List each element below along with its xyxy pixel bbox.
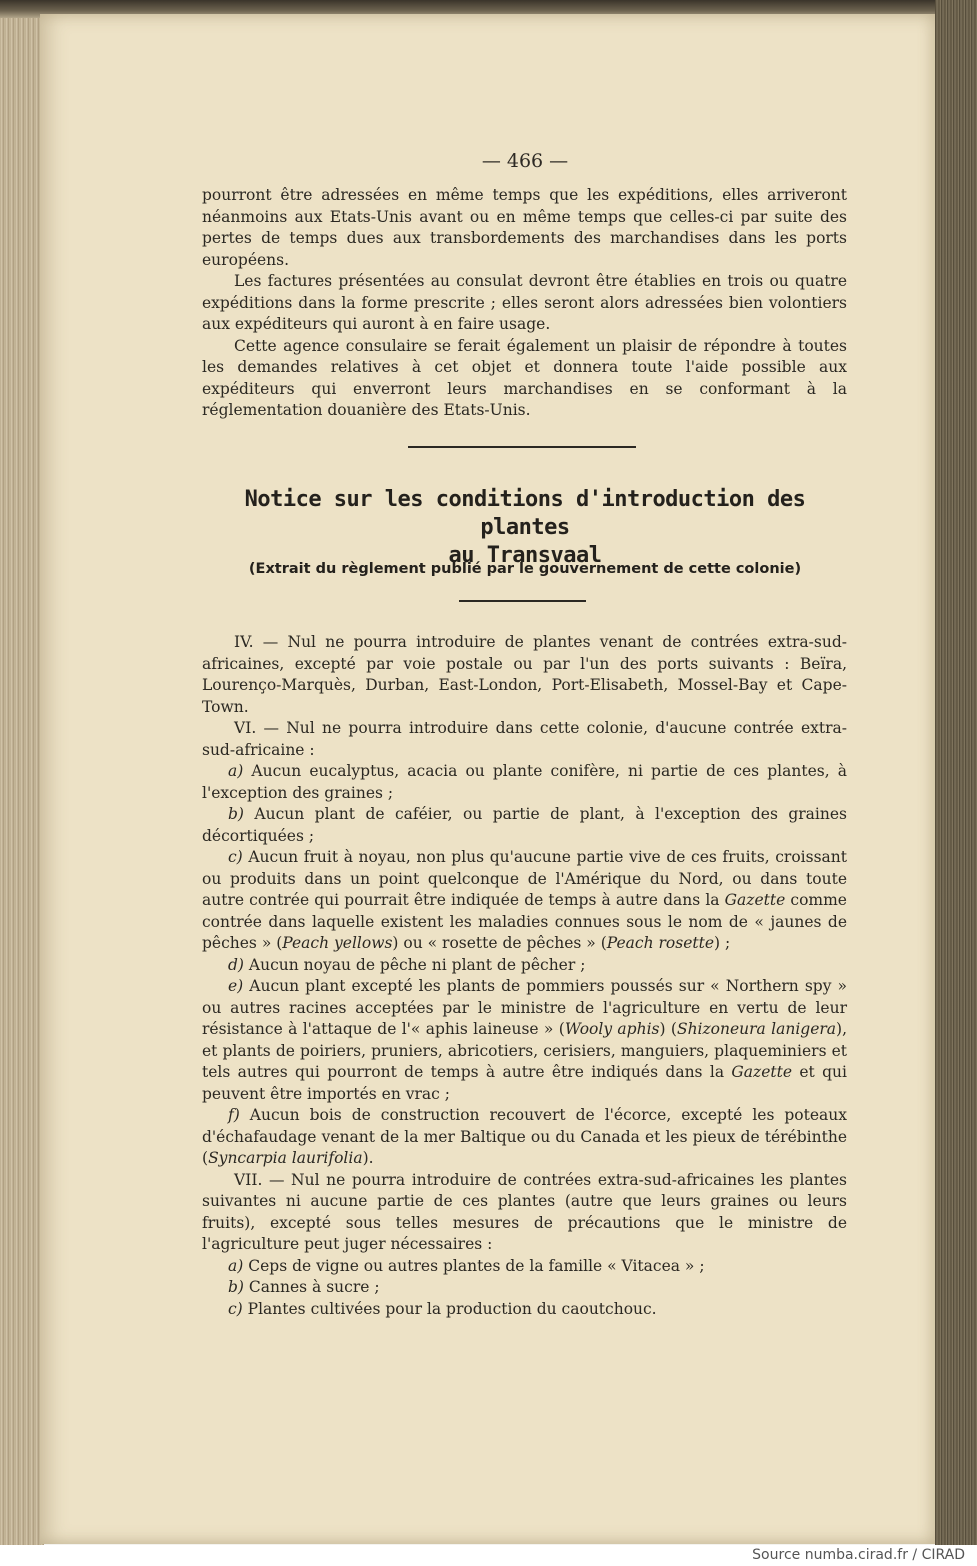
article-iv: IV. — Nul ne pourra introduire de plantes venant de contrées extra-sud-africaines, excepté par voie postale ou par l'un des ports suivants : Beïra, Lourenço-Marquès, Durban, East-London, Port-Elisabeth, Mossel-Bay et Cape-Town. bbox=[202, 633, 847, 716]
latin-term: Peach yellows bbox=[282, 934, 393, 952]
notice-title-line: Notice sur les conditions d'introduction des plantes bbox=[244, 487, 806, 540]
article-vii-item-c bbox=[202, 1299, 847, 1321]
item-text: Cannes à sucre ; bbox=[248, 1278, 380, 1296]
article-vi-item-b bbox=[202, 804, 847, 847]
item-letter: b) bbox=[228, 1278, 244, 1296]
article-vii-item-b bbox=[202, 1277, 847, 1299]
item-letter: a) bbox=[228, 1256, 244, 1275]
latin-term: Shizoneura lanigera bbox=[676, 1020, 837, 1038]
item-letter: a) bbox=[228, 762, 244, 780]
article-vi-item-a bbox=[202, 761, 847, 804]
item-text: Aucun plant de caféier, ou partie de plant, à l'exception des graines décortiquées ; bbox=[202, 805, 847, 845]
latin-term: Syncarpia laurifolia bbox=[208, 1149, 363, 1167]
item-text: Aucun bois de construction recouvert de l'écorce, excepté les poteaux d'échafaudage venant de la mer Baltique ou du Canada et les pieux de térébinthe ( bbox=[202, 1106, 847, 1167]
item-letter: d) bbox=[228, 955, 244, 974]
item-letter: c) bbox=[228, 1299, 243, 1318]
latin-term: Wooly aphis bbox=[564, 1020, 660, 1038]
item-text: Aucun eucalyptus, acacia ou plante conifère, ni partie de ces plantes, à l'exception des graines ; bbox=[202, 762, 847, 802]
item-text: et qui peuvent être importés en vrac ; bbox=[202, 1063, 847, 1103]
subtitle-divider bbox=[459, 600, 586, 602]
item-text: ), et plants de poiriers, pruniers, abricotiers, cerisiers, manguiers, plaqueminiers et tels autres qui pourront de temps à autre être indiqués dans la bbox=[202, 1020, 848, 1081]
item-text: ) ( bbox=[659, 1020, 677, 1038]
regulation-text bbox=[202, 632, 847, 1320]
item-text: ) ; bbox=[714, 934, 731, 952]
intro-paragraph: Les factures présentées au consulat devront être établies en trois ou quatre expéditions dans la forme prescrite ; elles seront alors adressées bien volontiers aux expéditeurs qui auront à en faire usage. bbox=[202, 272, 847, 333]
item-text: comme contrée dans laquelle existent les maladies connues sous le nom de « jaunes de pêches » ( bbox=[202, 891, 847, 952]
page-number: — 466 — bbox=[481, 150, 569, 172]
intro-paragraph: Cette agence consulaire se ferait également un plaisir de répondre à toutes les demandes relatives à cet objet et donnera toute l'aide possible aux expéditeurs qui enverront leurs marchandises en se conformant à la réglementation douanière des Etats-Unis. bbox=[202, 336, 847, 419]
item-text: Aucun plant excepté les plants de pommiers poussés sur « Northern spy » ou autres racines acceptées par le ministre de l'agriculture en vertu de leur résistance à l'attaque de l'« aphis laineuse » ( bbox=[202, 977, 847, 1038]
item-letter: b) bbox=[228, 805, 244, 823]
article-vi-item-e bbox=[202, 976, 847, 1105]
article-vi-item-c bbox=[202, 847, 847, 955]
item-text: Aucun noyau de pêche ni plant de pêcher ; bbox=[248, 955, 586, 974]
article-vi-item-f bbox=[202, 1105, 847, 1170]
gazette-ref: Gazette bbox=[731, 1063, 793, 1081]
source-credit-link[interactable]: Source numba.cirad.fr / CIRAD bbox=[752, 1547, 965, 1563]
item-text: ) ou « rosette de pêches » ( bbox=[392, 934, 607, 952]
item-letter: e) bbox=[228, 977, 244, 995]
article-vii-item-a bbox=[202, 1256, 847, 1278]
item-text: Ceps de vigne ou autres plantes de la famille « Vitacea » ; bbox=[248, 1256, 705, 1275]
intro-text bbox=[202, 185, 847, 422]
item-text: ). bbox=[362, 1149, 374, 1167]
article-vii-intro: VII. — Nul ne pourra introduire de contrées extra-sud-africaines les plantes suivantes ni aucune partie de ces plantes (autre que leurs graines ou leurs fruits), excepté sous telles mesures de précautions que le ministre de l'agriculture peut juger nécessaires : bbox=[202, 1170, 847, 1253]
notice-title bbox=[210, 486, 840, 570]
item-letter: f) bbox=[228, 1106, 240, 1124]
notice-title-line: au Transvaal bbox=[448, 543, 602, 568]
item-letter: c) bbox=[228, 848, 243, 866]
section-divider bbox=[408, 446, 636, 448]
intro-paragraph: pourront être adressées en même temps que les expéditions, elles arriveront néanmoins aux Etats-Unis avant ou en même temps que celles-ci par suite des pertes de temps dues aux transbordements des marchandises dans les ports européens. bbox=[202, 186, 847, 269]
item-text: Plantes cultivées pour la production du caoutchouc. bbox=[247, 1299, 657, 1318]
gazette-ref: Gazette bbox=[724, 891, 786, 909]
notice-subtitle: (Extrait du règlement publié par le gouvernement de cette colonie) bbox=[248, 561, 802, 577]
article-vi-intro: VI. — Nul ne pourra introduire dans cette colonie, d'aucune contrée extra-sud-africaine : bbox=[202, 719, 847, 759]
book-page-stack-right bbox=[935, 0, 977, 1545]
latin-term: Peach rosette bbox=[606, 934, 715, 952]
item-text: Aucun fruit à noyau, non plus qu'aucune partie vive de ces fruits, croissant ou produits dans un point quelconque de l'Amérique du Nord, ou dans toute autre contrée qui pourrait être indiquée de temps à autre dans la bbox=[202, 848, 847, 909]
book-page-stack-left bbox=[0, 0, 44, 1545]
article-vi-item-d bbox=[202, 955, 847, 977]
